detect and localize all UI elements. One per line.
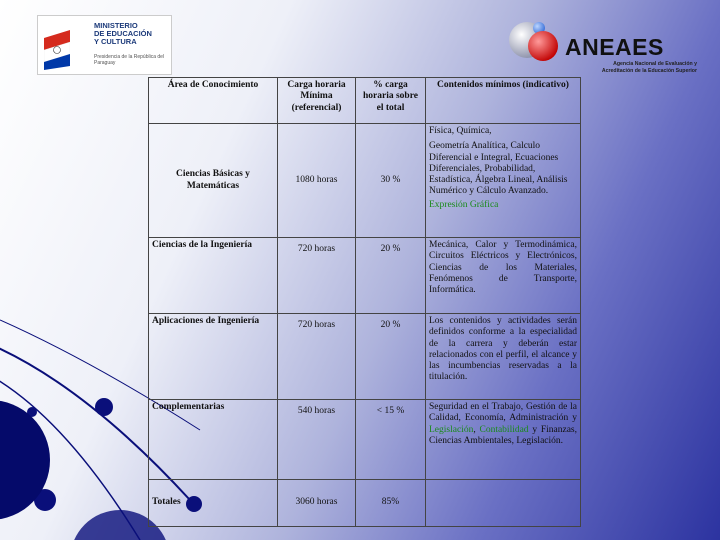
row-percent: 30 % (356, 124, 426, 238)
ministerio-subtitle: Presidencia de la República del Paraguay (94, 54, 165, 66)
ministerio-title (94, 22, 170, 46)
row-percent: 85% (356, 480, 426, 527)
ministerio-line-3: Y CULTURA (94, 37, 137, 46)
row-content (426, 400, 581, 480)
row-content (426, 480, 581, 527)
row-hours: 720 horas (278, 314, 356, 400)
content-green-1: Legislación (429, 424, 474, 435)
row-area: Aplicaciones de Ingeniería (149, 314, 278, 400)
row-percent: 20 % (356, 238, 426, 314)
ministerio-logo (37, 15, 172, 75)
row-area: Complementarias (149, 400, 278, 480)
header-hours: Carga horaria Mínima (referencial) (278, 78, 356, 124)
row-hours: 1080 horas (278, 124, 356, 238)
content-green-2: Contabilidad (479, 424, 529, 435)
ministerio-line-1: MINISTERIO (94, 21, 138, 30)
row-area: Ciencias Básicas y Matemáticas (149, 124, 278, 238)
aneaes-subtitle-2: Acreditación de la Educación Superior (601, 68, 697, 74)
content-green: Expresión Gráfica (429, 199, 499, 210)
row-percent: 20 % (356, 314, 426, 400)
aneaes-subtitle (541, 61, 697, 75)
row-area: Totales (149, 480, 278, 527)
paraguay-flag-icon (44, 30, 70, 70)
aneaes-subtitle-1: Agencia Nacional de Evaluación y (613, 61, 697, 67)
content-intro: Física, Química, (429, 126, 492, 136)
row-hours: 540 horas (278, 400, 356, 480)
row-content: Mecánica, Calor y Termodinámica, Circuitos Eléctricos y Electrónicos, Ciencias de los Materiales, Fenómenos de Transporte, Informática. (426, 238, 581, 314)
table-row (149, 314, 581, 400)
curriculum-table (148, 77, 581, 527)
aneaes-logo (505, 18, 700, 80)
header-content: Contenidos mínimos (indicativo) (426, 78, 581, 124)
aneaes-title: ANEAES (565, 34, 664, 60)
ministerio-line-2: DE EDUCACIÓN (94, 29, 152, 38)
row-percent: < 15 % (356, 400, 426, 480)
table-row (149, 480, 581, 527)
row-content: Los contenidos y actividades serán definidos conforme a la especialidad de la carrera y deberán estar relacionados con el perfil, el alcance y las incumbencias reservadas a la titulación. (426, 314, 581, 400)
content-main: Geometría Analítica, Calculo Diferencial e Integral, Ecuaciones Diferenciales, Probabilidad, Estadística, Álgebra Lineal, Análisis Numérico y Cálculo Avanzado. (429, 141, 568, 197)
row-content (426, 124, 581, 238)
content-b: , (473, 424, 476, 435)
table-header-row (149, 78, 581, 124)
table-row (149, 124, 581, 238)
table-row (149, 400, 581, 480)
header-area: Área de Conocimiento (149, 78, 278, 124)
content-c: y Finanzas, Ciencias Ambientales, Legislación. (429, 424, 577, 446)
table-row (149, 238, 581, 314)
row-hours: 3060 horas (278, 480, 356, 527)
row-area: Ciencias de la Ingeniería (149, 238, 278, 314)
header-percent: % carga horaria sobre el total (356, 78, 426, 124)
row-hours: 720 horas (278, 238, 356, 314)
content-a: Seguridad en el Trabajo, Gestión de la Calidad, Economía, Administración y (429, 402, 577, 424)
